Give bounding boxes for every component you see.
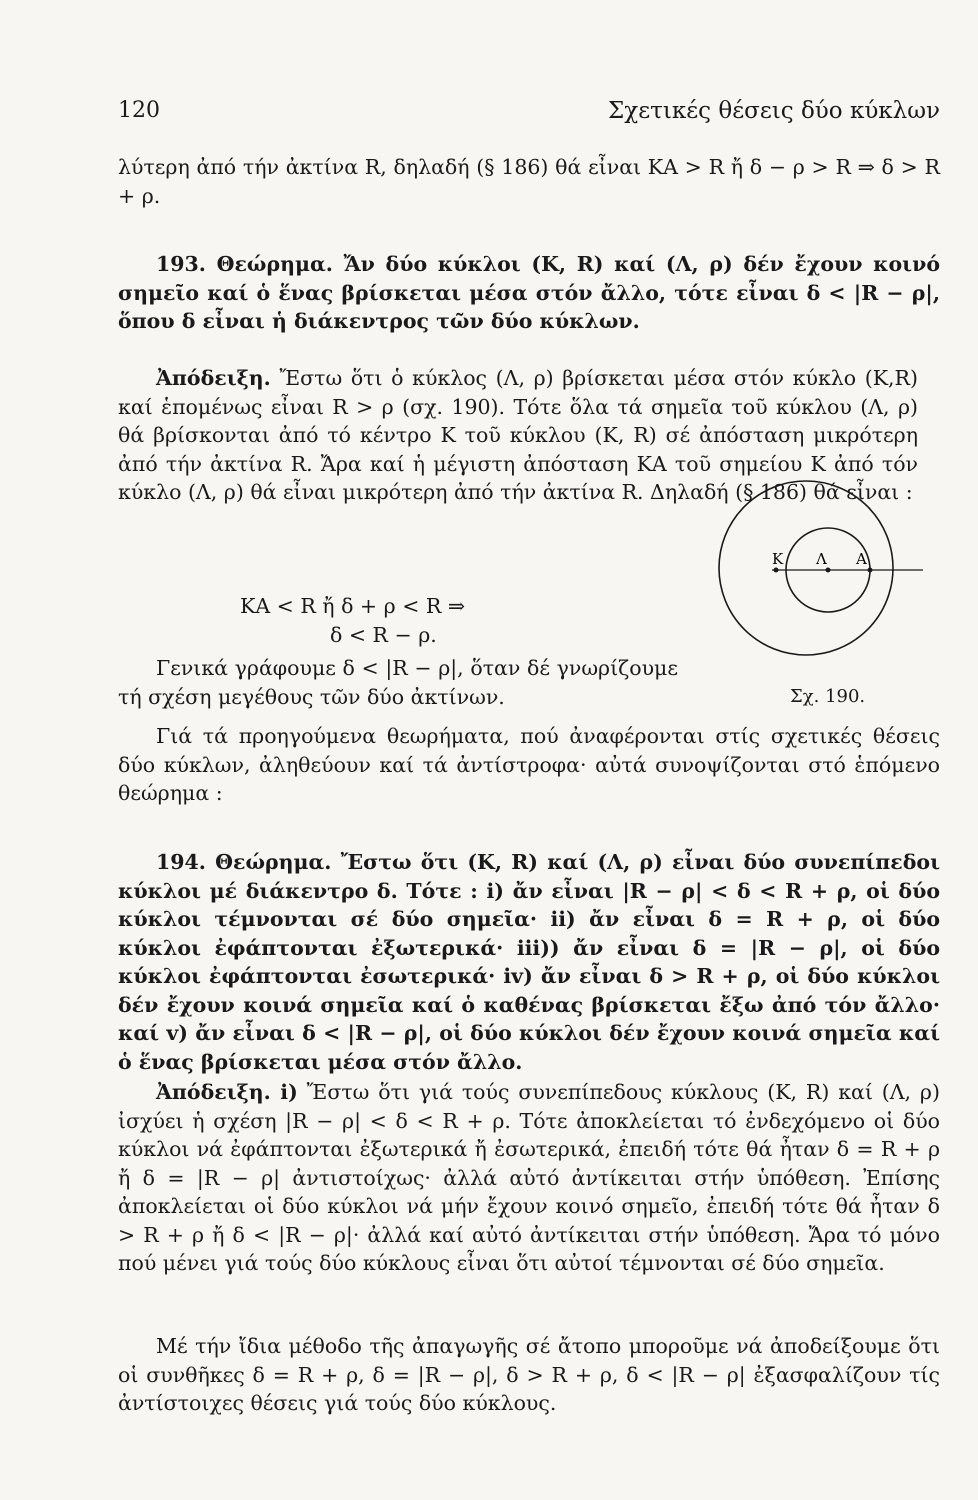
label-K: Κ bbox=[772, 550, 784, 568]
proof-194 bbox=[118, 1078, 940, 1278]
intro-194: Γιά τά προηγούμενα θεωρήματα, πού ἀναφέρονται στίς σχετικές θέσεις δύο κύκλων, ἀληθεύουν καί τά ἀντίστροφα· αὐτά συνοψίζονται στό ἑπόμενο θεώρημα : bbox=[118, 724, 940, 805]
continuation-paragraph: λύτερη ἀπό τήν ἀκτίνα R, δηλαδή (§ 186) θά εἶναι ΚΑ > R ἤ δ − ρ > R ⇒ δ > R + ρ. bbox=[118, 155, 940, 208]
closing-paragraph: Μέ τήν ἴδια μέθοδο τῆς ἀπαγωγῆς σέ ἄτοπο μποροῦμε νά ἀποδείξουμε ὅτι οἱ συνθῆκες δ = R + ρ, δ = |R − ρ|, δ > R + ρ, δ < |R − ρ| ἐξασφαλίζουν τίς ἀντίστοιχες θέσεις γιά τούς δύο κύκλους. bbox=[118, 1334, 940, 1415]
proof-194-text: Ἔστω ὅτι γιά τούς συνεπίπεδους κύκλους (K, R) καί (Λ, ρ) ἰσχύει ἡ σχέση |R − ρ| < δ < R + ρ. Τότε ἀποκλείεται τό ἐνδεχόμενο οἱ δύο κύκλοι νά ἐφάπτονται ἐξωτερικά ἤ ἐσωτερικά, ἐπειδή τότε θά ἦταν δ = R + ρ ἤ δ = |R − ρ| ἀντιστοίχως· ἀλλά αὐτό ἀντίκειται στήν ὑπόθεση. Ἐπίσης ἀποκλείεται οἱ δύο κύκλοι νά μήν ἔχουν κοινό σημεῖο, ἐπειδή τότε θά ἦταν δ > R + ρ ἤ δ < |R − ρ|· ἀλλά καί αὐτό ἀντίκειται στήν ὑπόθεση. Ἄρα τό μόνο πού μένει γιά τούς δύο κύκλους εἶναι ὅτι αὐτοί τέμνονται σέ δύο σημεῖα. bbox=[118, 1080, 940, 1275]
outer-circle bbox=[719, 481, 893, 655]
theorem-194-statement: Ἔστω ὅτι (K, R) καί (Λ, ρ) εἶναι δύο συνεπίπεδοι κύκλοι μέ διάκεντρο δ. Τότε : i) ἄν εἶναι |R − ρ| < δ < R + ρ, οἱ δύο κύκλοι τέμνονται σέ δύο σημεῖα· ii) ἄν εἶναι δ = R + ρ, οἱ δύο κύκλοι ἐφάπτονται ἐξωτερικά· iii)) ἄν εἶναι δ = |R − ρ|, οἱ δύο κύκλοι ἐφάπτονται ἐσωτερικά· iv) ἄν εἶναι δ > R + ρ, οἱ δύο κύκλοι δέν ἔχουν κοινά σημεῖα καί ὁ καθένας βρίσκεται ἔξω ἀπό τόν ἄλλο· καί v) ἄν εἶναι δ < |R − ρ|, οἱ δύο κύκλοι δέν ἔχουν κοινά σημεῖα καί ὁ ἕνας βρίσκεται μέσα στόν ἄλλο. bbox=[118, 850, 941, 1074]
figure-190 bbox=[718, 470, 948, 705]
theorem-194-label: 194. Θεώρημα. bbox=[156, 850, 332, 874]
proof-193-label: Ἀπόδειξη. bbox=[156, 366, 271, 390]
proof-194-label: Ἀπόδειξη. i) bbox=[156, 1080, 298, 1104]
theorem-193 bbox=[118, 250, 940, 336]
proof-193-text-1: Ἔστω ὅτι ὁ κύκλος (Λ, ρ) βρίσκεται μέσα στόν κύκλο (K,R) καί ἑπομένως εἶναι R > ρ (σχ. 190). Τότε ὅλα τά σημεῖα τοῦ κύκλου (Λ, ρ) θά βρίσκονται ἀπό τό κέντρο K τοῦ κύκλου (K, R) σέ ἀπόσταση μικρότερη ἀπό τήν ἀκτίνα R. Ἄρα καί ἡ μέγιστη ἀπόσταση ΚΑ τοῦ σημείου K ἀπό τόν κύκλο (Λ, ρ) θά εἶναι μικρότερη ἀπό τήν ἀκτίνα R. Δηλαδή (§ 186) θά εἶναι : bbox=[118, 366, 918, 504]
page-header bbox=[118, 98, 940, 134]
figure-caption: Σχ. 190. bbox=[790, 686, 866, 707]
running-title: Σχετικές θέσεις δύο κύκλων bbox=[608, 98, 940, 124]
label-A: Α bbox=[856, 550, 867, 568]
point-A bbox=[868, 568, 873, 573]
formula-line-2: δ < R − ρ. bbox=[330, 622, 437, 647]
page-number: 120 bbox=[118, 98, 160, 123]
theorem-194 bbox=[118, 848, 940, 1076]
theorem-193-statement: Ἄν δύο κύκλοι (K, R) καί (Λ, ρ) δέν ἔχουν κοινό σημεῖο καί ὁ ἕνας βρίσκεται μέσα στόν ἄλλο, τότε εἶναι δ < |R − ρ|, ὅπου δ εἶναι ἡ διάκεντρος τῶν δύο κύκλων. bbox=[118, 252, 940, 333]
proof-193-text-2: Γενικά γράφουμε δ < |R − ρ|, ὅταν δέ γνωρίζουμε τή σχέση μεγέθους τῶν δύο ἀκτίνων. bbox=[118, 656, 678, 709]
formula-line-1: ΚΑ < R ἤ δ + ρ < R ⇒ bbox=[240, 594, 466, 618]
point-K bbox=[774, 568, 779, 573]
theorem-193-label: 193. Θεώρημα. bbox=[156, 252, 333, 276]
point-L bbox=[826, 568, 831, 573]
formula-block bbox=[240, 592, 560, 649]
label-L: Λ bbox=[816, 550, 827, 568]
